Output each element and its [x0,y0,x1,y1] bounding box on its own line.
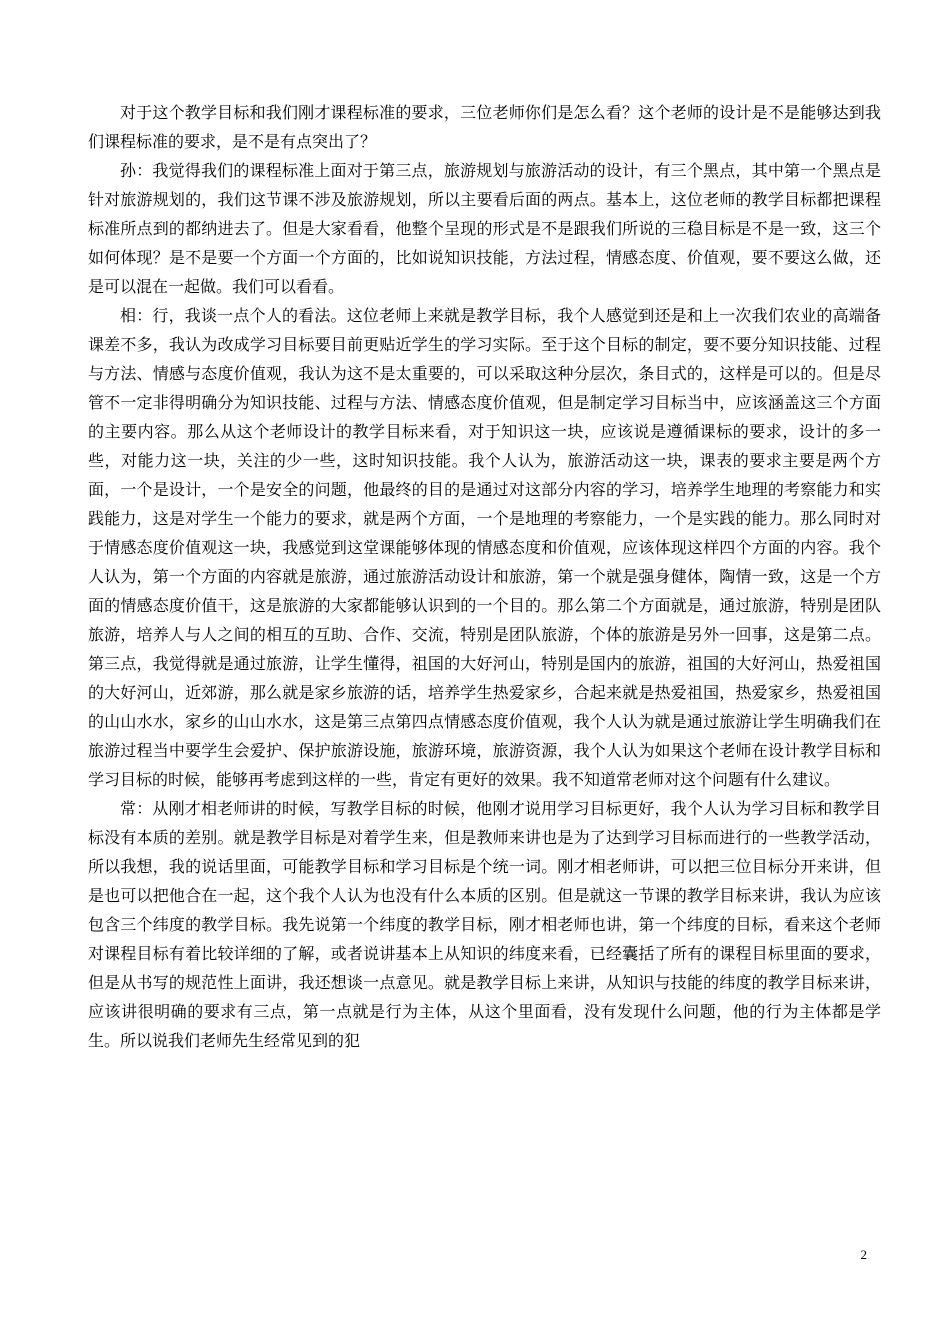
paragraph-xiang-remarks: 相：行，我谈一点个人的看法。这位老师上来就是教学目标，我个人感觉到还是和上一次我们农业的高端备课差不多，我认为改成学习目标要目前更贴近学生的学习实际。至于这个目标的制定，要不要分知识技能、过程与方法、情感与态度价值观，我认为这不是太重要的，可以采取这种分层次，条目式的，这样是可以的。但是尽管不一定非得明确分为知识技能、过程与方法、情感态度价值观，但是制定学习目标当中，应该涵盖这三个方面的主要内容。那么从这个老师设计的教学目标来看，对于知识这一块，应该说是遵循课标的要求，设计的多一些，对能力这一块，关注的少一些，这时知识技能。我个人认为，旅游活动这一块，课表的要求主要是两个方面，一个是设计，一个是安全的问题，他最终的目的是通过对这部分内容的学习，培养学生地理的考察能力和实践能力，这是对学生一个能力的要求，就是两个方面，一个是地理的考察能力，一个是实践的能力。那么同时对于情感态度价值观这一块，我感觉到这堂课能够体现的情感态度和价值观，应该体现这样四个方面的内容。我个人认为，第一个方面的内容就是旅游，通过旅游活动设计和旅游，第一个就是强身健体，陶情一致，这是一个方面的情感态度价值干，这是旅游的大家都能够认识到的一个目的。那么第二个方面就是，通过旅游，特别是团队旅游，培养人与人之间的相互的互助、合作、交流，特别是团队旅游，个体的旅游是另外一回事，这是第二点。第三点，我觉得就是通过旅游，让学生懂得，祖国的大好河山，特别是国内的旅游，祖国的大好河山，热爱祖国的大好河山，近郊游，那么就是家乡旅游的话，培养学生热爱家乡，合起来就是热爱祖国，热爱家乡，热爱祖国的山山水水，家乡的山山水水，这是第三点第四点情感态度价值观，我个人认为就是通过旅游让学生明确我们在旅游过程当中要学生会爱护、保护旅游设施，旅游环境，旅游资源，我个人认为如果这个老师在设计教学目标和学习目标的时候，能够再考虑到这样的一些，肯定有更好的效果。我不知道常老师对这个问题有什么建议。 [88,306,881,789]
paragraph-sun-remarks: 孙：我觉得我们的课程标准上面对于第三点，旅游规划与旅游活动的设计，有三个黑点，其中第一个黑点是针对旅游规划的，我们这节课不涉及旅游规划，所以主要看后面的两点。基本上，这位老师的教学目标都把课程标准所点到的都纳进去了。但是大家看看，他整个呈现的形式是不是跟我们所说的三稳目标是不是一致，这三个如何体现？是不是要一个方面一个方面的，比如说知识技能，方法过程，情感态度、价值观，要不要这么做，还是可以混在一起做。我们可以看看。 [88,161,881,296]
paragraph-chang-remarks: 常：从刚才相老师讲的时候，写教学目标的时候，他刚才说用学习目标更好，我个人认为学习目标和教学目标没有本质的差别。就是教学目标是对着学生来，但是教师来讲也是为了达到学习目标而进行的一些教学活动，所以我想，我的说话里面，可能教学目标和学习目标是个统一词。刚才相老师讲，可以把三位目标分开来讲，但是也可以把他合在一起，这个我个人认为也没有什么本质的区别。但是就这一节课的教学目标来讲，我认为应该包含三个纬度的教学目标。我先说第一个纬度的教学目标，刚才相老师也讲，第一个纬度的目标，看来这个老师对课程目标有着比较详细的了解，或者说讲基本上从知识的纬度来看，已经囊括了所有的课程目标里面的要求，但是从书写的规范性上面讲，我还想谈一点意见。就是教学目标上来讲，从知识与技能的纬度的教学目标来讲，应该讲很明确的要求有三点，第一点就是行为主体，从这个里面看，没有发现什么问题，他的行为主体都是学生。所以说我们老师先生经常见到的犯 [88,799,881,1050]
page-number: 2 [860,1247,867,1262]
document-body [88,98,881,1055]
paragraph-intro-question: 对于这个教学目标和我们刚才课程标准的要求，三位老师你们是怎么看？这个老师的设计是不是能够达到我们课程标准的要求，是不是有点突出了？ [88,103,881,151]
